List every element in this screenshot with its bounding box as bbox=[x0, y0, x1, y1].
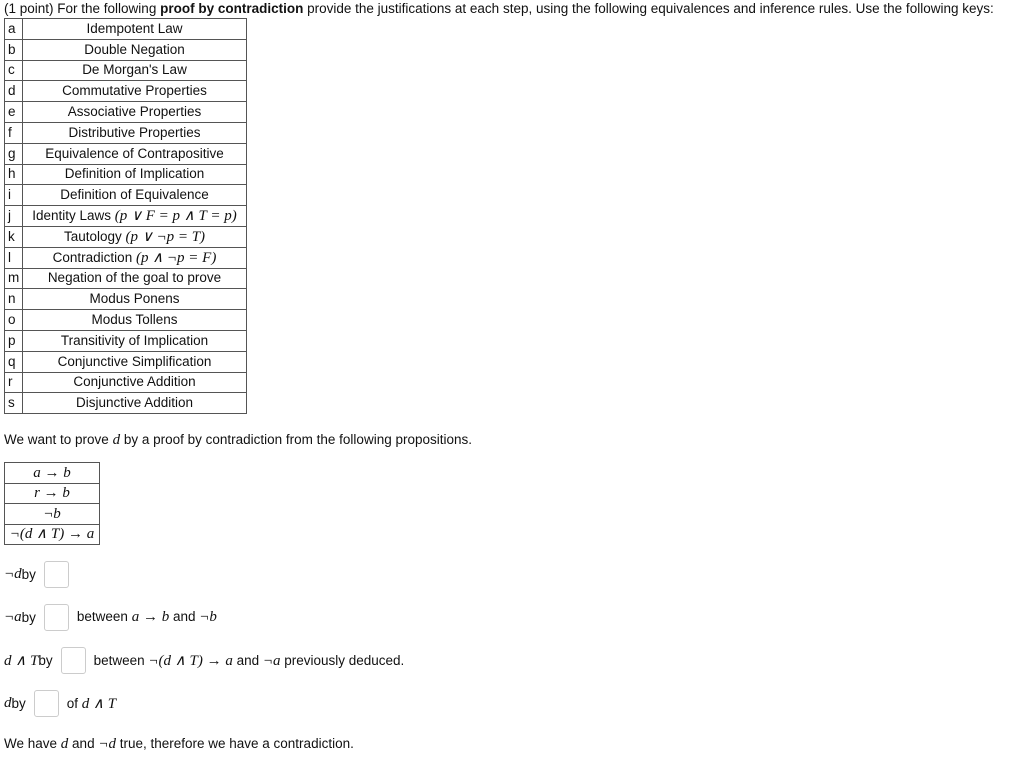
step-by: by bbox=[38, 653, 53, 668]
key-row bbox=[5, 330, 247, 351]
key-letter: q bbox=[5, 351, 23, 372]
step-note: of d ∧ T bbox=[66, 696, 117, 712]
key-row bbox=[5, 310, 247, 331]
step-by: by bbox=[11, 696, 26, 711]
proposition-row bbox=[5, 504, 100, 525]
key-letter: c bbox=[5, 60, 23, 81]
propositions-table bbox=[4, 462, 100, 545]
proposition: r → b bbox=[5, 483, 100, 504]
key-label: Negation of the goal to prove bbox=[23, 268, 247, 289]
key-row bbox=[5, 39, 247, 60]
key-letter: k bbox=[5, 226, 23, 247]
key-letter: f bbox=[5, 122, 23, 143]
step-1-answer-input[interactable] bbox=[44, 561, 69, 588]
key-letter: g bbox=[5, 143, 23, 164]
key-label: Tautology (p ∨ ¬p = T) bbox=[23, 226, 247, 247]
step-note: between a → b and ¬b bbox=[76, 609, 217, 625]
key-letter: i bbox=[5, 185, 23, 206]
key-label: Distributive Properties bbox=[23, 122, 247, 143]
step-expression: d ∧ T bbox=[4, 653, 39, 669]
key-label: Modus Tollens bbox=[23, 310, 247, 331]
key-row bbox=[5, 226, 247, 247]
key-label: Transitivity of Implication bbox=[23, 330, 247, 351]
key-row bbox=[5, 393, 247, 414]
key-label: Modus Ponens bbox=[23, 289, 247, 310]
step-note: between ¬(d ∧ T) → a and ¬a previously deduced. bbox=[93, 653, 405, 669]
proposition: a → b bbox=[5, 463, 100, 484]
key-letter: h bbox=[5, 164, 23, 185]
proposition: ¬(d ∧ T) → a bbox=[5, 524, 100, 545]
key-row bbox=[5, 164, 247, 185]
key-letter: l bbox=[5, 247, 23, 268]
key-row bbox=[5, 351, 247, 372]
key-label: Identity Laws (p ∨ F = p ∧ T = p) bbox=[23, 206, 247, 227]
intro-text bbox=[4, 1, 994, 16]
proposition-row bbox=[5, 524, 100, 545]
key-row bbox=[5, 81, 247, 102]
step-expression: d bbox=[4, 695, 12, 711]
key-letter: a bbox=[5, 19, 23, 40]
step-by: by bbox=[21, 567, 36, 582]
proposition-row bbox=[5, 483, 100, 504]
goal-variable: d bbox=[112, 432, 121, 448]
key-label: Double Negation bbox=[23, 39, 247, 60]
key-label: Contradiction (p ∧ ¬p = F) bbox=[23, 247, 247, 268]
key-label: Conjunctive Addition bbox=[23, 372, 247, 393]
proposition-row bbox=[5, 463, 100, 484]
key-label: Associative Properties bbox=[23, 102, 247, 123]
key-label: Disjunctive Addition bbox=[23, 393, 247, 414]
conclusion-text: We have d and ¬d true, therefore we have a contradiction. bbox=[4, 736, 354, 752]
key-letter: m bbox=[5, 268, 23, 289]
step-2-answer-input[interactable] bbox=[44, 604, 69, 631]
key-letter: d bbox=[5, 81, 23, 102]
proof-step-1 bbox=[4, 561, 77, 588]
key-label: Definition of Equivalence bbox=[23, 185, 247, 206]
goal-statement: We want to prove d by a proof by contradiction from the following propositions. bbox=[4, 432, 472, 448]
key-letter: o bbox=[5, 310, 23, 331]
key-row bbox=[5, 122, 247, 143]
key-letter: e bbox=[5, 102, 23, 123]
proof-step-4 bbox=[4, 690, 116, 717]
key-row bbox=[5, 206, 247, 227]
proof-step-3 bbox=[4, 647, 404, 674]
intro-prefix: (1 point) For the following bbox=[4, 1, 161, 16]
key-row bbox=[5, 185, 247, 206]
key-letter: j bbox=[5, 206, 23, 227]
key-label: Equivalence of Contrapositive bbox=[23, 143, 247, 164]
keys-table bbox=[4, 18, 247, 414]
key-row bbox=[5, 19, 247, 40]
key-letter: p bbox=[5, 330, 23, 351]
intro-suffix: provide the justifications at each step, using the following equivalences and inference rules. Use the following keys: bbox=[303, 1, 994, 16]
proof-step-2 bbox=[4, 604, 217, 631]
key-label: Idempotent Law bbox=[23, 19, 247, 40]
key-letter: n bbox=[5, 289, 23, 310]
key-row bbox=[5, 372, 247, 393]
key-label: Definition of Implication bbox=[23, 164, 247, 185]
key-row bbox=[5, 102, 247, 123]
step-expression: ¬a bbox=[4, 609, 22, 625]
intro-bold: proof by contradiction bbox=[160, 1, 304, 16]
key-row bbox=[5, 60, 247, 81]
step-3-answer-input[interactable] bbox=[61, 647, 86, 674]
key-row bbox=[5, 268, 247, 289]
key-letter: s bbox=[5, 393, 23, 414]
key-row bbox=[5, 247, 247, 268]
proposition: ¬b bbox=[5, 504, 100, 525]
key-letter: r bbox=[5, 372, 23, 393]
key-label: De Morgan's Law bbox=[23, 60, 247, 81]
step-by: by bbox=[21, 610, 36, 625]
step-4-answer-input[interactable] bbox=[34, 690, 59, 717]
key-label: Commutative Properties bbox=[23, 81, 247, 102]
key-row bbox=[5, 289, 247, 310]
step-expression: ¬d bbox=[4, 566, 22, 582]
key-letter: b bbox=[5, 39, 23, 60]
key-row bbox=[5, 143, 247, 164]
key-label: Conjunctive Simplification bbox=[23, 351, 247, 372]
